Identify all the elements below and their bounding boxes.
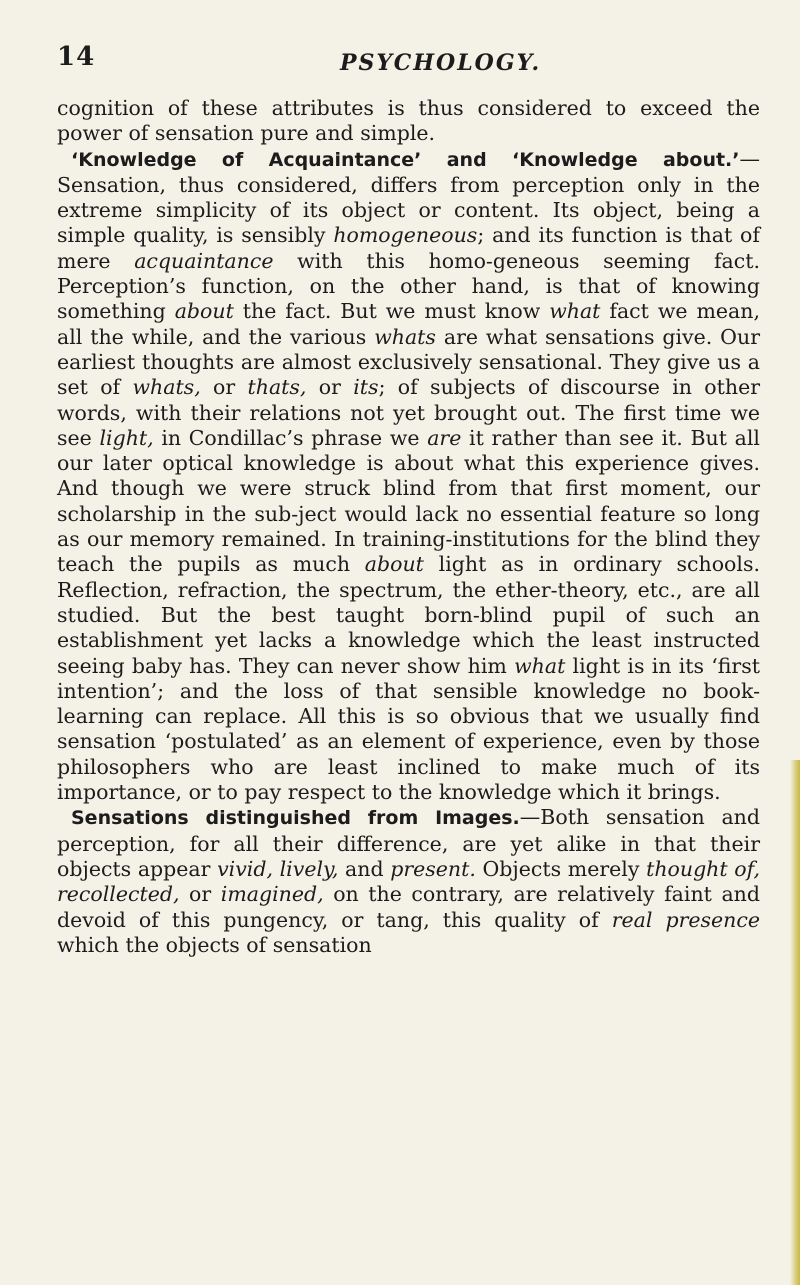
text-run: which the objects of sensation	[57, 932, 372, 957]
page-number: 14	[57, 42, 96, 72]
text-run: in Condillac’s phrase we	[153, 425, 428, 450]
text-run: —Both sensation and perception, for all their difference, are yet alike in that their objects appear	[57, 805, 760, 881]
italic-run: about	[364, 552, 424, 577]
italic-run: present.	[390, 856, 476, 881]
text-run: it rather than see it. But all our later optical knowledge is about what this experience gives. And though we were struck blind from that first moment, our scholarship in the sub-ject would lack no essential feature so long as our memory remained. In training-institutions for the blind they teach the pupils as much	[57, 425, 760, 577]
text-run: and	[338, 856, 391, 881]
section-heading-knowledge: ‘Knowledge of Acquaintance’ and ‘Knowledge about.’	[71, 148, 740, 171]
italic-run: imagined,	[220, 882, 324, 907]
italic-run: acquaintance	[134, 248, 274, 273]
text-run: ; and its function is that of mere	[57, 223, 760, 273]
text-run: light is in its ‘first intention’; and the loss of that sensible knowledge no book-learning can replace. All this is so obvious that we usually find sensation ‘postulated’ as an element of experience, even by those philosophers who are least inclined to make much of its importance, or to pay respect to the knowledge which it brings.	[57, 653, 760, 805]
body-text	[57, 96, 760, 958]
text-run: or	[200, 375, 248, 400]
italic-run: what	[549, 299, 601, 324]
running-head: PSYCHOLOGY.	[340, 50, 542, 76]
italic-run: whats,	[132, 375, 201, 400]
italic-run: are	[427, 425, 462, 450]
italic-run: vivid, lively,	[217, 856, 339, 881]
text-run: — Sensation, thus considered, differs from perception only in the extreme simplicity of its object or content. Its object, being a simple quality, is sensibly	[57, 146, 760, 248]
text-run: with this homo-geneous seeming fact. Perception’s function, on the other hand, is that of knowing something	[57, 248, 760, 324]
italic-run: what	[514, 653, 566, 678]
paragraph-text: cognition of these attributes is thus considered to exceed the power of sensation pure and simple.	[57, 96, 760, 146]
italic-run: its	[353, 375, 379, 400]
page-edge-shading	[790, 760, 800, 1285]
text-run: on the contrary, are relatively faint and devoid of this pungency, or tang, this quality of	[57, 882, 760, 932]
text-run: are what sensations give. Our earliest thoughts are almost exclusively sensational. They give us a set of	[57, 324, 760, 400]
text-run: or	[179, 882, 221, 907]
paragraph-sensations-images	[57, 805, 760, 958]
text-run: or	[306, 375, 354, 400]
text-run: the fact. But we must know	[233, 299, 550, 324]
italic-run: thats,	[247, 375, 307, 400]
italic-run: real presence	[611, 907, 760, 932]
italic-run: homogeneous	[333, 223, 478, 248]
text-run: light as in ordinary schools. Reflection, refraction, the spectrum, the ether-theory, etc., are all studied. But the best taught born-blind pupil of such an establishment yet lacks a knowledge which the least instructed seeing baby has. They can never show him	[57, 552, 760, 678]
section-heading-sensations: Sensations distinguished from Images.	[71, 807, 520, 830]
paragraph-knowledge-acquaintance	[57, 147, 760, 806]
italic-run: thought of, recollected,	[57, 856, 760, 907]
italic-run: whats	[374, 324, 436, 349]
page-header	[0, 42, 800, 82]
italic-run: about	[174, 299, 234, 324]
text-run: ; of subjects of discourse in other words, with their relations not yet brought out. The first time we see	[57, 375, 760, 450]
text-run: Objects merely	[475, 856, 647, 881]
text-run: fact we mean, all the while, and the various	[57, 299, 760, 349]
paragraph-continuation	[57, 96, 760, 147]
italic-run: light,	[99, 425, 154, 450]
